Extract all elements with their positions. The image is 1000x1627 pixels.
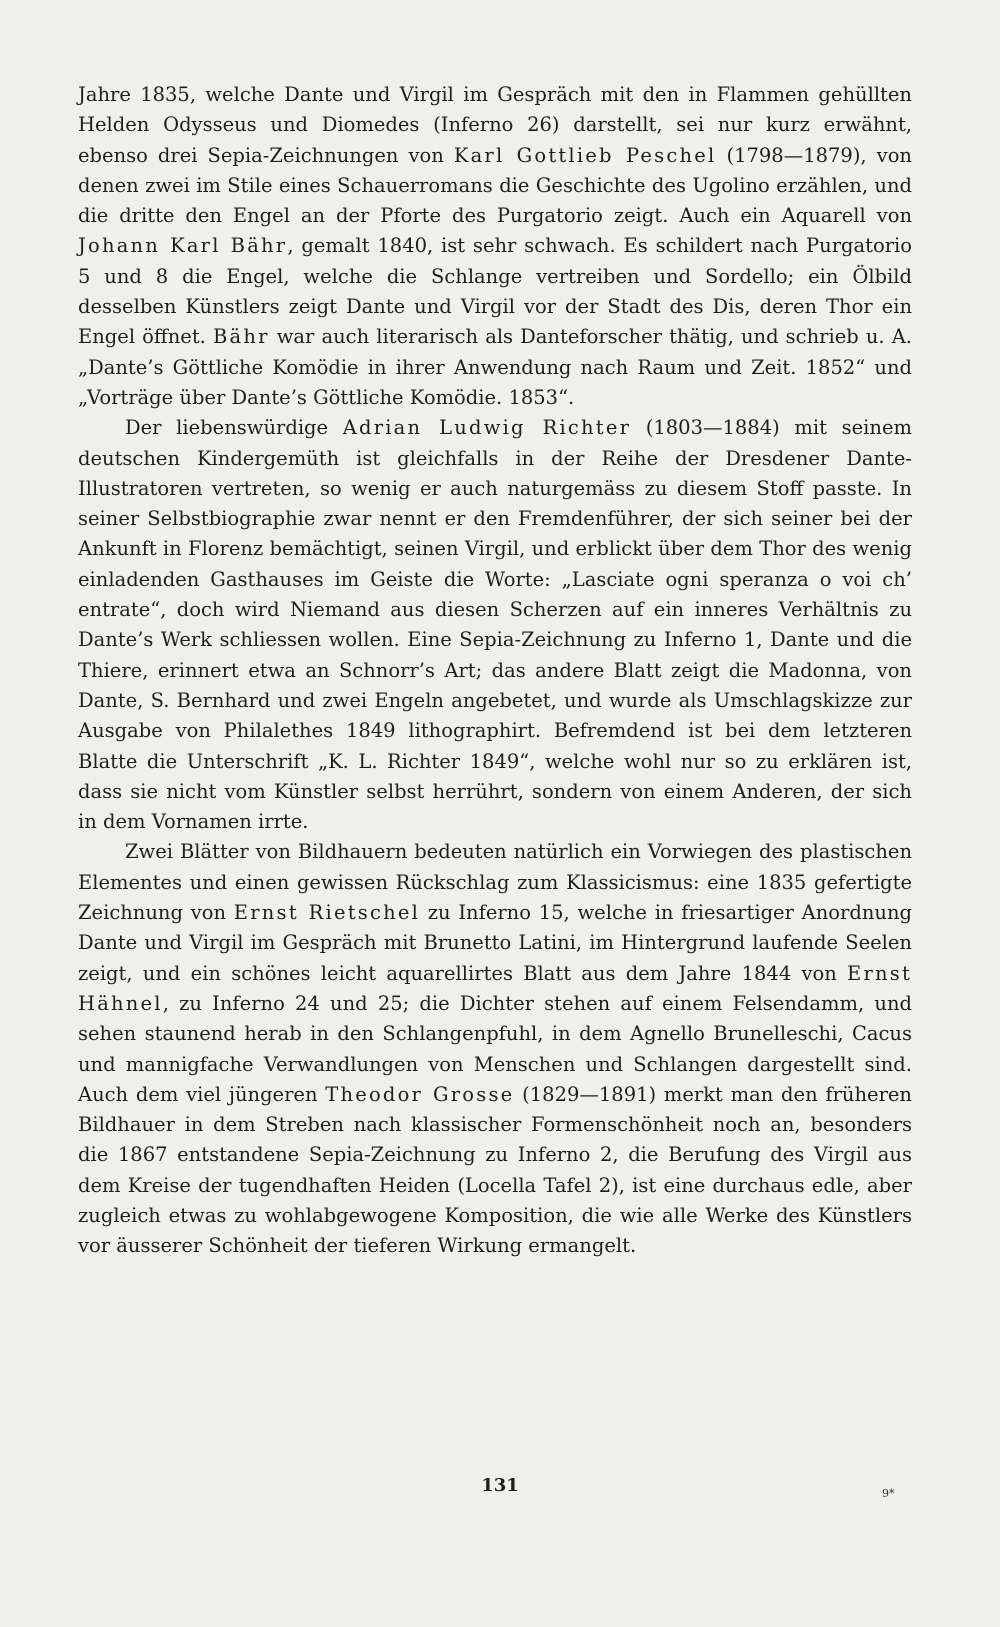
paragraph-2: [78, 413, 912, 837]
artist-name-grosse: Theodor Grosse: [325, 1082, 515, 1106]
text-run: (1803—1884) mit seinem deutschen Kindergemüth ist gleichfalls in der Reihe der Dresdener Dante-Illustratoren vertreten, so wenig er auch naturgemäss zu diesem Stoff passte. In seiner Selbstbiographie zwar nennt er den Fremdenführer, der sich seiner bei der Ankunft in Florenz bemächtigt, seinen Virgil, und erblickt über dem Thor des wenig einladenden Gasthauses im Geiste die Worte: „Lasciate ogni speranza o voi ch’ entrate“, doch wird Niemand aus diesen Scherzen auf ein inneres Verhältnis zu Dante’s Werk schliessen wollen. Eine Sepia-Zeichnung zu Inferno 1, Dante und die Thiere, erinnert etwa an Schnorr’s Art; das andere Blatt zeigt die Madonna, von Dante, S. Bernhard und zwei Engeln angebetet, und wurde als Umschlagskizze zur Ausgabe von Philalethes 1849 lithographirt. Befremdend ist bei dem letzteren Blatte die Unterschrift „K. L. Richter 1849“, welche wohl nur so zu erklären ist, dass sie nicht vom Künstler selbst herrührt, sondern von einem Anderen, der sich in dem Vornamen irrte.: [78, 416, 912, 834]
artist-name-richter: Adrian Ludwig Richter: [342, 416, 632, 440]
text-run: Der liebenswürdige: [125, 416, 343, 440]
artist-name-rietschel: Ernst Rietschel: [233, 901, 421, 925]
paragraph-3: [78, 837, 912, 1261]
text-run: , zu Inferno 24 und 25; die Dichter stehen auf einem Felsendamm, und sehen staunend herab in den Schlangenpfuhl, in dem Agnello Brunelleschi, Cacus und mannigfache Verwandlungen von Menschen und Schlangen dargestellt sind. Auch dem viel jüngeren: [78, 991, 912, 1106]
text-run: Jahre 1835, welche Dante und Virgil im Gespräch mit den in Flammen gehüllten Helden Odysseus und Diomedes (Inferno 26) darstellt, sei nur kurz erwähnt, ebenso drei Sepia-Zeichnungen von: [78, 83, 912, 167]
text-run: war auch literarisch als Danteforscher thätig, und schrieb u. A. „Dante’s Göttliche Komödie in ihrer Anwendung nach Raum und Zeit. 1852“ und „Vorträge über Dante’s Göttliche Komödie. 1853“.: [78, 325, 912, 409]
page-number: 131: [481, 1475, 519, 1496]
artist-name-haehnel: Ernst Hähnel: [78, 961, 912, 1015]
body-text: [78, 80, 912, 1262]
text-run: zu Inferno 15, welche in friesartiger Anordnung Dante und Virgil im Gespräch mit Brunetto Latini, im Hintergrund laufende Seelen zeigt, und ein schönes leicht aquarellirtes Blatt aus dem Jahre 1844 von: [78, 901, 913, 985]
text-run: Zwei Blätter von Bildhauern bedeuten natürlich ein Vorwiegen des plastischen Elementes und einen gewissen Rückschlag zum Klassicismus: eine 1835 gefertigte Zeichnung von: [78, 840, 912, 925]
paragraph-1: [78, 80, 912, 413]
text-run: , gemalt 1840, ist sehr schwach. Es schildert nach Purgatorio 5 und 8 die Engel, welche die Schlange vertreiben und Sordello; ein Ölbild desselben Künstlers zeigt Dante und Virgil vor der Stadt des Dis, deren Thor ein Engel öffnet.: [78, 234, 913, 349]
artist-name-peschel: Karl Gottlieb Peschel: [453, 143, 717, 167]
text-run: (1798—1879), von denen zwei im Stile eines Schauerromans die Geschichte des Ugolino erzählen, und die dritte den Engel an der Pforte des Purgatorio zeigt. Auch ein Aquarell von: [78, 143, 912, 228]
signature-mark: 9*: [882, 1487, 895, 1500]
text-run: (1829—1891) merkt man den früheren Bildhauer in dem Streben nach klassischer Formenschönheit noch an, besonders die 1867 entstandene Sepia-Zeichnung zu Inferno 2, die Berufung des Virgil aus dem Kreise der tugendhaften Heiden (Locella Tafel 2), ist eine durchaus edle, aber zugleich etwas zu wohlabgewogene Komposition, die wie alle Werke des Künstlers vor äusserer Schönheit der tieferen Wirkung ermangelt.: [78, 1082, 912, 1258]
artist-name-baehr-short: Bähr: [213, 325, 270, 349]
artist-name-baehr: Johann Karl Bähr: [78, 234, 288, 258]
